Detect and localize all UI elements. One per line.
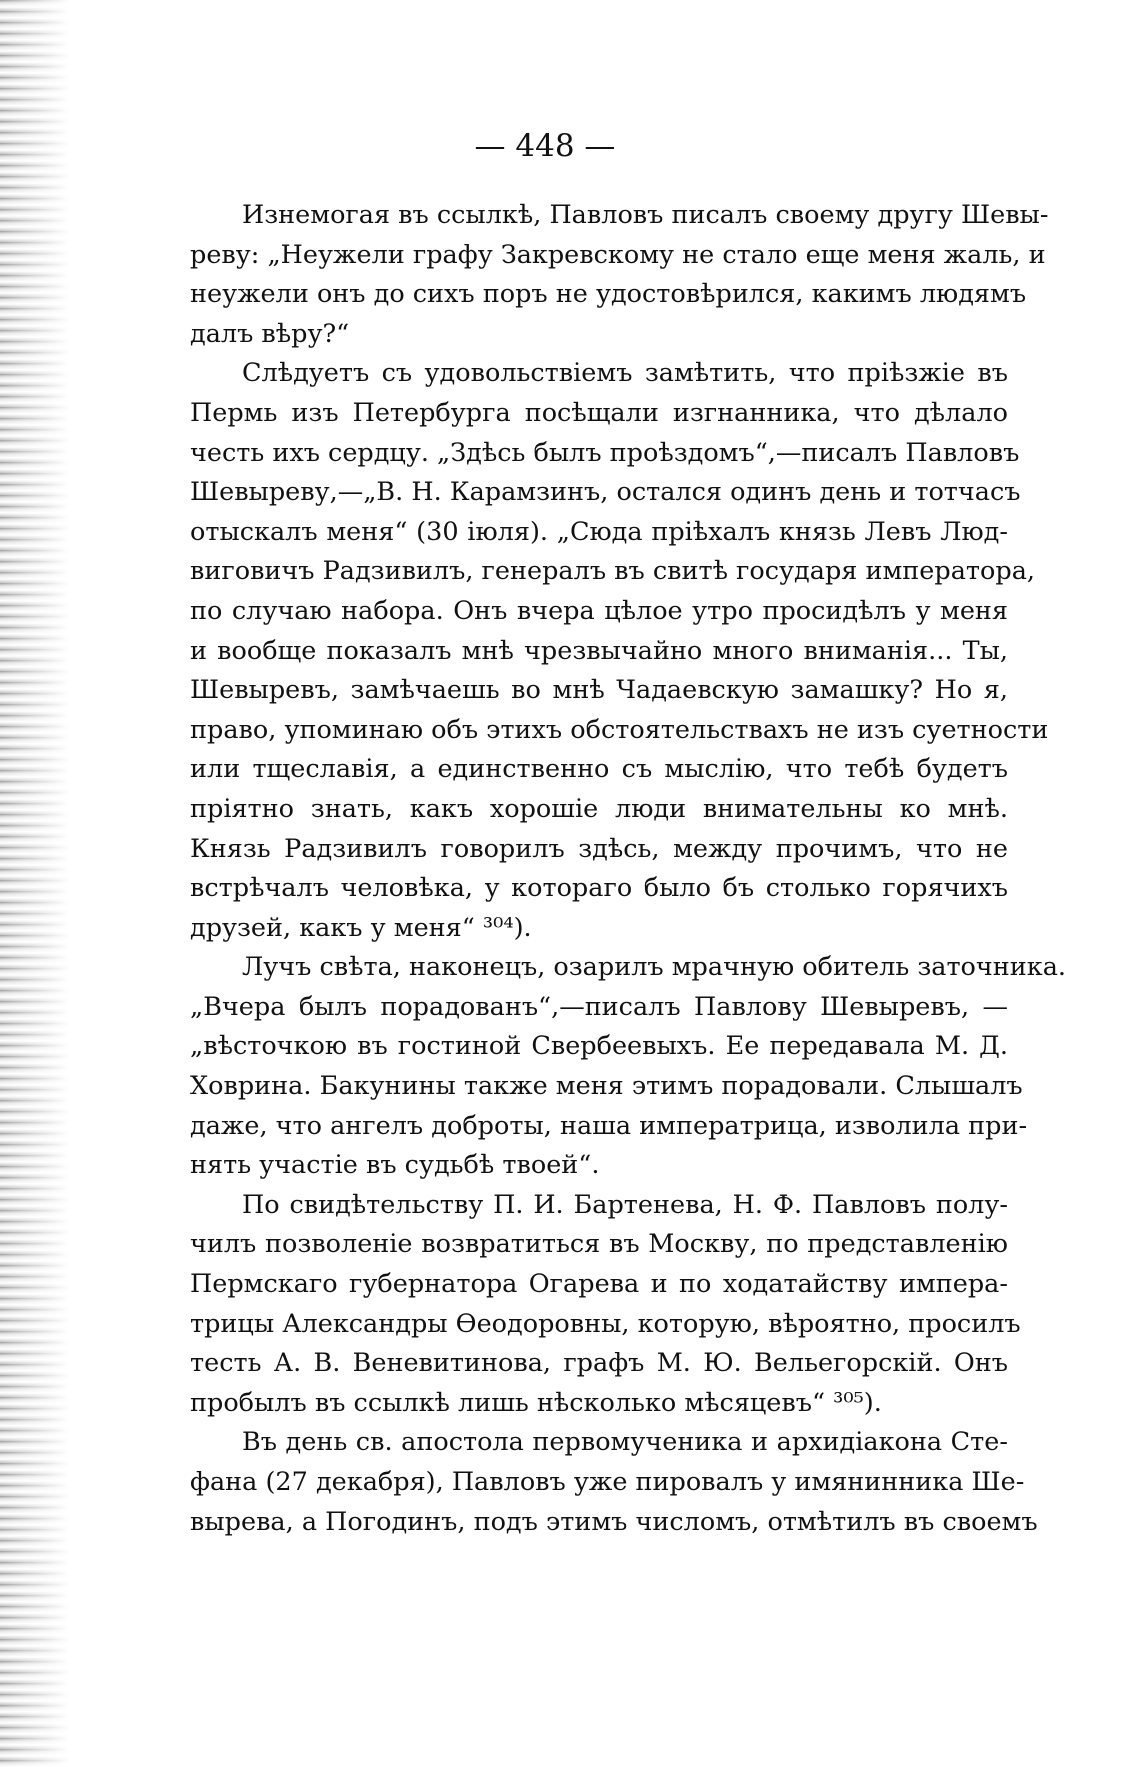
text-line: и вообще показалъ мнѣ чрезвычайно много вниманія... Ты, [190, 635, 1008, 666]
text-line: „вѣсточкою въ гостиной Свербеевыхъ. Ее передавала М. Д. [190, 1031, 1008, 1062]
text-line: По свидѣтельству П. И. Бартенева, Н. Ф. Павловъ полу- [242, 1189, 1008, 1220]
text-line: тесть А. В. Веневитинова, графъ М. Ю. Вельегорскій. Онъ [190, 1348, 1008, 1379]
text-line: Шевыреву,—„В. Н. Карамзинъ, остался одинъ день и тотчасъ [190, 477, 1021, 508]
text-line: Князь Радзивилъ говорилъ здѣсь, между прочимъ, что не [190, 833, 1008, 864]
text-line: Пермь изъ Петербурга посѣщали изгнанника, что дѣлало [190, 397, 1008, 428]
text-line: нять участіе въ судьбѣ твоей“. [190, 1150, 600, 1181]
text-line: Въ день св. апостола первомученика и архидіакона Сте- [242, 1427, 1008, 1458]
text-line: друзей, какъ у меня“ ³⁰⁴). [190, 912, 532, 943]
text-line: чилъ позволеніе возвратиться въ Москву, по представленію [190, 1229, 1008, 1260]
text-line: право, упоминаю объ этихъ обстоятельствахъ не изъ суетности [190, 714, 1049, 745]
text-line: неужели онъ до сихъ поръ не удостовѣрился, какимъ людямъ [190, 279, 1027, 310]
paragraph [190, 948, 1067, 1186]
text-line: виговичъ Радзивилъ, генералъ въ свитѣ государя императора, [190, 556, 1036, 587]
body-text [190, 196, 1067, 1542]
text-line: Изнемогая въ ссылкѣ, Павловъ писалъ своему другу Шевы- [242, 200, 1049, 230]
scanned-page-edge [0, 0, 70, 1767]
text-line: „Вчера былъ порадованъ“,—писалъ Павлову Шевыревъ, — [190, 991, 1008, 1022]
text-line: честь ихъ сердцу. „Здѣсь былъ проѣздомъ“,—писалъ Павловъ [190, 437, 1020, 468]
text-line: по случаю набора. Онъ вчера цѣлое утро просидѣлъ у меня [190, 595, 1008, 626]
text-line: пріятно знать, какъ хорошіе люди внимательны ко мнѣ. [190, 793, 1008, 824]
text-line: Ховрина. Бакунины также меня этимъ порадовали. Слышалъ [190, 1071, 1023, 1102]
text-line: Пермскаго губернатора Огарева и по ходатайству импера- [190, 1269, 1008, 1300]
text-line: встрѣчалъ человѣка, у котораго было бъ столько горячихъ [190, 873, 1008, 904]
paragraph [190, 196, 1049, 354]
paragraph [190, 1423, 1038, 1542]
text-line: реву: „Неужели графу Закревскому не стало еще меня жаль, и [190, 239, 1046, 270]
text-line: фана (27 декабря), Павловъ уже пировалъ у имянинника Ше- [190, 1467, 1025, 1497]
paragraph [190, 1186, 1021, 1424]
text-line: пробылъ въ ссылкѣ лишь нѣсколько мѣсяцевъ“ ³⁰⁵). [190, 1387, 882, 1418]
text-line: трицы Александры Ѳеодоровны, которую, вѣроятно, просилъ [190, 1308, 1021, 1339]
text-line: даже, что ангелъ доброты, наша императрица, изволила при- [190, 1110, 1028, 1141]
text-line: Слѣдуетъ съ удовольствіемъ замѣтить, что пріѣзжіе въ [242, 358, 1008, 389]
text-line: далъ вѣру?“ [190, 318, 350, 349]
paragraph [190, 354, 1049, 948]
text-line: или тщеславія, а единственно съ мыслію, что тебѣ будетъ [190, 754, 1008, 785]
text-line: вырева, а Погодинъ, подъ этимъ числомъ, отмѣтилъ въ своемъ [190, 1506, 1038, 1537]
text-line: Шевыревъ, замѣчаешь во мнѣ Чадаевскую замашку? Но я, [190, 675, 1008, 706]
text-line: Лучъ свѣта, наконецъ, озарилъ мрачную обитель заточника. [242, 952, 1067, 983]
page-number: — 448 — [474, 128, 616, 164]
text-line: отыскалъ меня“ (30 іюля). „Сюда пріѣхалъ князь Левъ Люд- [190, 516, 1008, 547]
